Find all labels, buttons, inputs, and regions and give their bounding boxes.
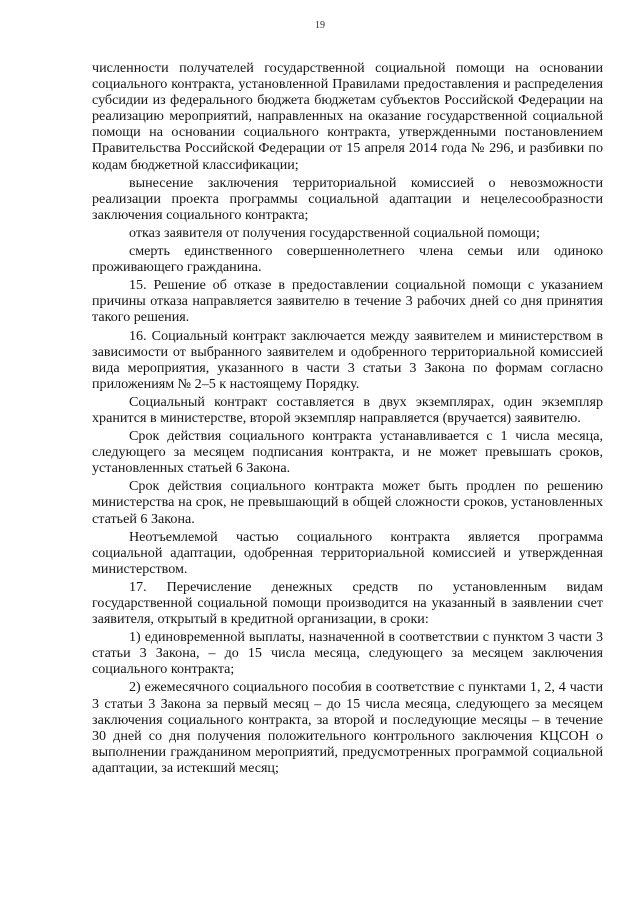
paragraph-item-16: 16. Социальный контракт заключается между заявителем и министерством в зависимости от выбранного заявителем и одобренного территориальной комиссией вида мероприятия, указанного в части 3 статьи 3 Закона по формам согласно приложениям № 2–5 к настоящему Порядку.	[92, 327, 603, 392]
document-body	[92, 60, 603, 778]
paragraph-item-15: 15. Решение об отказе в предоставлении социальной помощи с указанием причины отказа направляется заявителю в течение 3 рабочих дней со дня принятия такого решения.	[92, 277, 603, 326]
paragraph-two-copies: Социальный контракт составляется в двух экземплярах, один экземпляр хранится в министерстве, второй экземпляр направляется (вручается) заявителю.	[92, 393, 603, 426]
paragraph-term-extension: Срок действия социального контракта может быть продлен по решению министерства на срок, не превышающий в общей сложности сроков, установленных статьей 6 Закона.	[92, 478, 603, 527]
paragraph-contract-term: Срок действия социального контракта устанавливается с 1 числа месяца, следующего за месяцем подписания контракта, и не может превышать сроков, установленных статьей 6 Закона.	[92, 428, 603, 477]
page-number: 19	[315, 20, 325, 31]
paragraph-continuation: численности получателей государственной социальной помощи на основании социального контракта, установленной Правилами предоставления и распределения субсидии из федерального бюджета бюджетам субъектов Российской Федерации на реализацию мероприятий, направленных на оказание государственной социальной помощи на основании социального контракта, утвержденными постановлением Правительства Российской Федерации от 15 апреля 2014 года № 296, и разбивки по кодам бюджетной классификации;	[92, 60, 603, 173]
paragraph-death: смерть единственного совершеннолетнего члена семьи или одиноко проживающего гражданина.	[92, 243, 603, 276]
paragraph-applicant-refusal: отказ заявителя от получения государственной социальной помощи;	[129, 224, 540, 241]
paragraph-adaptation-program: Неотъемлемой частью социального контракта является программа социальной адаптации, одобренная территориальной комиссией и утвержденная министерством.	[92, 528, 603, 577]
paragraph-item-17: 17. Перечисление денежных средств по установленным видам государственной социальной помощи производится на указанный в заявлении счет заявителя, открытый в кредитной организации, в сроки:	[92, 578, 603, 628]
paragraph-subitem-1: 1) единовременной выплаты, назначенной в соответствии с пунктом 3 части 3 статьи 3 Закона, – до 15 числа месяца, следующего за месяцем заключения социального контракта;	[92, 629, 603, 678]
paragraph-commission-conclusion: вынесение заключения территориальной комиссией о невозможности реализации проекта программы социальной адаптации и нецелесообразности заключения социального контракта;	[92, 174, 603, 223]
paragraph-subitem-2: 2) ежемесячного социального пособия в соответствие с пунктами 1, 2, 4 части 3 статьи 3 Закона за первый месяц – до 15 числа месяца, следующего за месяцем заключения социального контракта, за второй и последующие месяцы – в течение 30 дней со дня получения положительного контрольного заключения КЦСОН о выполнении гражданином мероприятий, предусмотренных программой социальной адаптации, за истекший месяц;	[92, 679, 603, 776]
